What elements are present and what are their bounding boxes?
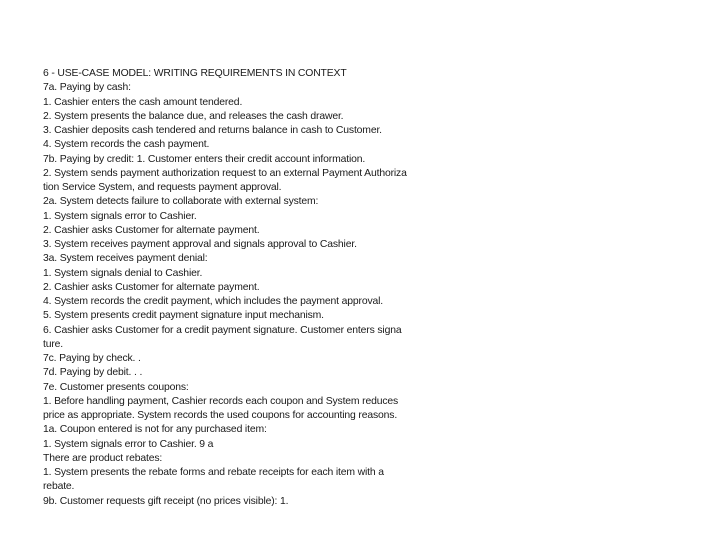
text-line: 6. Cashier asks Customer for a credit payment signature. Customer enters signa [43, 324, 402, 336]
text-line: ture. [43, 338, 64, 350]
text-line: There are product rebates: [43, 452, 163, 464]
text-line: 2a. System detects failure to collaborate with external system: [43, 196, 319, 208]
text-line: 1a. Coupon entered is not for any purchased item: [43, 424, 267, 436]
text-line: 7d. Paying by debit. . . [43, 367, 143, 379]
text-line: 1. Before handling payment, Cashier records each coupon and System reduces [43, 395, 399, 407]
text-line: 7b. Paying by credit: 1. Customer enters their credit account information. [43, 153, 366, 165]
text-line: 1. System signals error to Cashier. 9 a [43, 438, 214, 450]
text-line: 7e. Customer presents coupons: [43, 381, 189, 393]
text-line: 2. Cashier asks Customer for alternate payment. [43, 281, 260, 293]
text-line: 9b. Customer requests gift receipt (no prices visible): 1. [43, 495, 289, 507]
text-line: 3a. System receives payment denial: [43, 253, 208, 265]
text-line: 1. System presents the rebate forms and rebate receipts for each item with a [43, 467, 384, 478]
text-line: 1. Cashier enters the cash amount tendered. [43, 96, 243, 108]
document-body [43, 67, 463, 509]
text-line: price as appropriate. System records the used coupons for accounting reasons. [43, 410, 398, 421]
text-line: 3. System receives payment approval and signals approval to Cashier. [43, 239, 357, 250]
text-line: 3. Cashier deposits cash tendered and returns balance in cash to Customer. [43, 125, 382, 136]
text-line: rebate. [43, 481, 75, 493]
text-line: tion Service System, and requests payment approval. [43, 182, 282, 193]
text-line: 4. System records the cash payment. [43, 139, 210, 151]
text-line: 2. System presents the balance due, and releases the cash drawer. [43, 110, 344, 122]
document-title: 6 - USE-CASE MODEL: WRITING REQUIREMENTS IN CONTEXT [43, 68, 347, 79]
text-line: 4. System records the credit payment, which includes the payment approval. [43, 296, 384, 307]
text-line: 7c. Paying by check. . [43, 353, 141, 364]
text-line: 1. System signals error to Cashier. [43, 210, 197, 222]
text-line: 2. System sends payment authorization request to an external Payment Authoriza [43, 167, 407, 179]
text-line: 5. System presents credit payment signature input mechanism. [43, 310, 324, 322]
text-line: 1. System signals denial to Cashier. [43, 267, 203, 279]
text-line: 2. Cashier asks Customer for alternate payment. [43, 224, 260, 236]
text-line: 7a. Paying by cash: [43, 82, 131, 94]
